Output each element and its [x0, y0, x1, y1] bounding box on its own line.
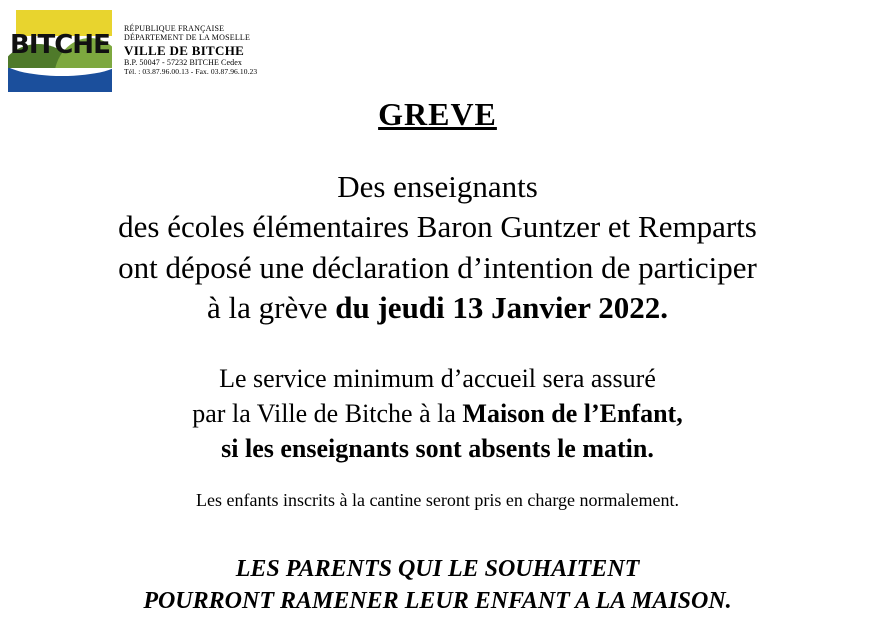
- logo-wave: [8, 68, 112, 76]
- main-line-3: ont déposé une déclaration d’intention de participer: [118, 249, 757, 285]
- parents-line-2: POURRONT RAMENER LEUR ENFANT A LA MAISON.: [143, 587, 732, 614]
- service-line-2: [0, 397, 875, 432]
- notice-service-paragraph: [0, 362, 875, 466]
- main-line-1: Des enseignants: [337, 169, 538, 204]
- strike-date: du jeudi 13 Janvier 2022.: [335, 289, 668, 325]
- logo-water: [8, 68, 112, 92]
- republic-line: RÉPUBLIQUE FRANÇAISE: [124, 24, 225, 33]
- service-line-2-prefix: par la Ville de Bitche à la: [192, 399, 463, 429]
- notice-parents-note: [0, 554, 875, 617]
- notice-body: [0, 96, 875, 617]
- main-line-2: des écoles élémentaires Baron Guntzer et Remparts: [118, 209, 757, 245]
- department-line: DÉPARTEMENT DE LA MOSELLE: [124, 33, 251, 43]
- letterhead-address-block: [124, 10, 257, 76]
- service-line-3: si les enseignants sont absents le matin.: [221, 433, 654, 463]
- main-line-4-prefix: à la grève: [207, 289, 336, 325]
- service-location: Maison de l’Enfant,: [462, 399, 683, 429]
- main-line-4: [0, 288, 875, 328]
- service-line-1: Le service minimum d’accueil sera assuré: [219, 364, 656, 394]
- logo-wordmark: BITCHE: [10, 30, 110, 60]
- notice-canteen-note: Les enfants inscrits à la cantine seront pris en charge normalement.: [196, 489, 679, 510]
- letterhead: [8, 10, 257, 92]
- po-box-line: B.P. 50047 - 57232 BITCHE Cedex: [124, 58, 242, 68]
- phone-line: Tél. : 03.87.96.00.13 - Fax. 03.87.96.10.23: [124, 66, 258, 76]
- bitche-town-logo: [8, 10, 112, 92]
- notice-main-paragraph: [0, 167, 875, 328]
- notice-title: GREVE: [378, 96, 497, 132]
- city-line: VILLE DE BITCHE: [124, 42, 245, 58]
- parents-line-1: LES PARENTS QUI LE SOUHAITENT: [235, 556, 640, 583]
